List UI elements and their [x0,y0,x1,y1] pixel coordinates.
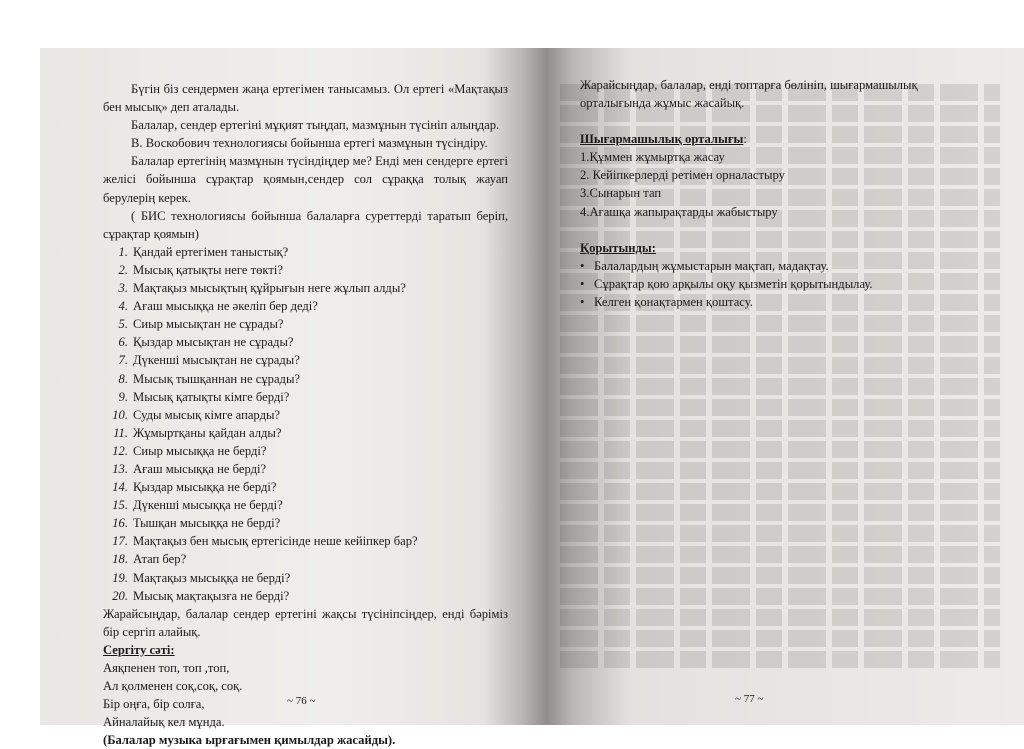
bullet-icon: • [580,294,585,309]
question-item: 13. Ағаш мысыққа не берді? [112,461,267,476]
page-number-left: ~ 76 ~ [287,695,316,707]
question-item: 14. Қыздар мысыққа не берді? [112,480,277,495]
poem-line: Бір оңға, бір солға, [103,697,205,712]
question-item: 11. Жұмыртқаны қайдан алды? [113,425,282,440]
question-item: 10. Суды мысық кімге апарды? [112,407,281,422]
conclusion-item: • Балалардың жұмыстарын мақтап, мадақтау. [580,257,980,275]
poem-line: Аяқпенен топ, топ ,топ, [103,661,230,675]
question-item: 9. Мысық қатықты кімге берді? [118,389,290,404]
center-item: 1.Құммен жұмыртқа жасау [580,150,725,165]
conclusion-title: Қорытынды: [580,240,656,255]
question-item: 17. Мақтақыз бен мысық ертегісінде неше кейіпкер бар? [112,534,418,549]
right-page [580,76,980,311]
center-item: 2. Кейіпкерлерді ретімен орналастыру [580,168,785,183]
question-item: 12. Сиыр мысыққа не берді? [112,443,267,458]
question-item: 18. Атап бер? [112,552,187,567]
movement-instruction: (Балалар музыка ырғағымен қимылдар жасайды). [103,733,396,748]
question-item: 8. Мысық тышқаннан не сұрады? [118,371,301,386]
question-item: 5. Сиыр мысықтан не сұрады? [118,317,284,332]
intro-paragraph-4: Балалар ертегінің мазмұнын түсіндіңдер ме? Енді мен сендерге ертегі желісі бойынша сұрақтар қоямын,сендер сол сұраққа толық жауап берулерің керек. [103,154,508,205]
conclusion-item: • Келген қонақтармен қоштасу. [580,293,980,311]
after-questions-text: Жарайсыңдар, балалар сендер ертегіні жақсы түсініпсіңдер, енді бәріміз бір сергіп алайық. [103,606,508,639]
question-item: 1. Қандай ертегімен таныстық? [118,244,289,259]
centers-heading: Шығармашылық орталығы: [580,132,747,147]
page-number-right: ~ 77 ~ [735,693,764,705]
poem-line: Ал қолменен соқ,соқ, соқ. [103,679,243,694]
question-item: 19. Мақтақыз мысыққа не берді? [112,570,291,585]
intro-paragraph-3: В. Воскобович технологиясы бойынша ертегі мазмұнын түсіндіру. [131,136,488,151]
bullet-icon: • [580,258,585,273]
question-item: 3. Мақтақыз мысықтың құйрығын неге жұлып алды? [118,281,406,296]
question-item: 20. Мысық мақтақызға не берді? [112,588,290,603]
group-work-line-2: орталығында жұмыс жасайық. [580,96,745,111]
intro-paragraph-1: Бүгін біз сендермен жаңа ертегімен танысамыз. Ол ертегі «Мақтақыз бен мысық» деп аталады. [103,82,508,115]
question-item: 4. Ағаш мысыққа не әкеліп бер деді? [118,299,318,314]
question-item: 2. Мысық қатықты неге төкті? [118,262,283,277]
intro-paragraph-5: ( БИС технологиясы бойынша балаларға суреттерді таратып беріп, сұрақтар қоямын) [103,208,508,241]
left-page [103,80,508,749]
group-work-line-1: Жарайсыңдар, балалар, енді топтарға бөлініп, шығармашылық [580,78,918,92]
sergitu-title: Сергіту сәті: [103,642,175,657]
questions-list [103,243,508,605]
intro-paragraph-2: Балалар, сендер ертегіні мұқият тыңдап, мазмұнын түсініп алыңдар. [131,118,500,133]
conclusion-item: • Сұрақтар қою арқылы оқу қызметін қорытындылау. [580,275,980,293]
question-item: 7. Дүкенші мысықтан не сұрады? [118,353,300,368]
question-item: 15. Дүкенші мысыққа не берді? [112,498,283,513]
question-item: 16. Тышқан мысыққа не берді? [112,516,281,531]
center-item: 3.Сынарын тап [580,186,662,201]
question-item: 6. Қыздар мысықтан не сұрады? [118,335,294,350]
bullet-icon: • [580,276,585,291]
poem-line: Айналайық кел мұнда. [103,715,225,730]
center-item: 4.Ағашқа жапырақтарды жабыстыру [580,204,778,219]
